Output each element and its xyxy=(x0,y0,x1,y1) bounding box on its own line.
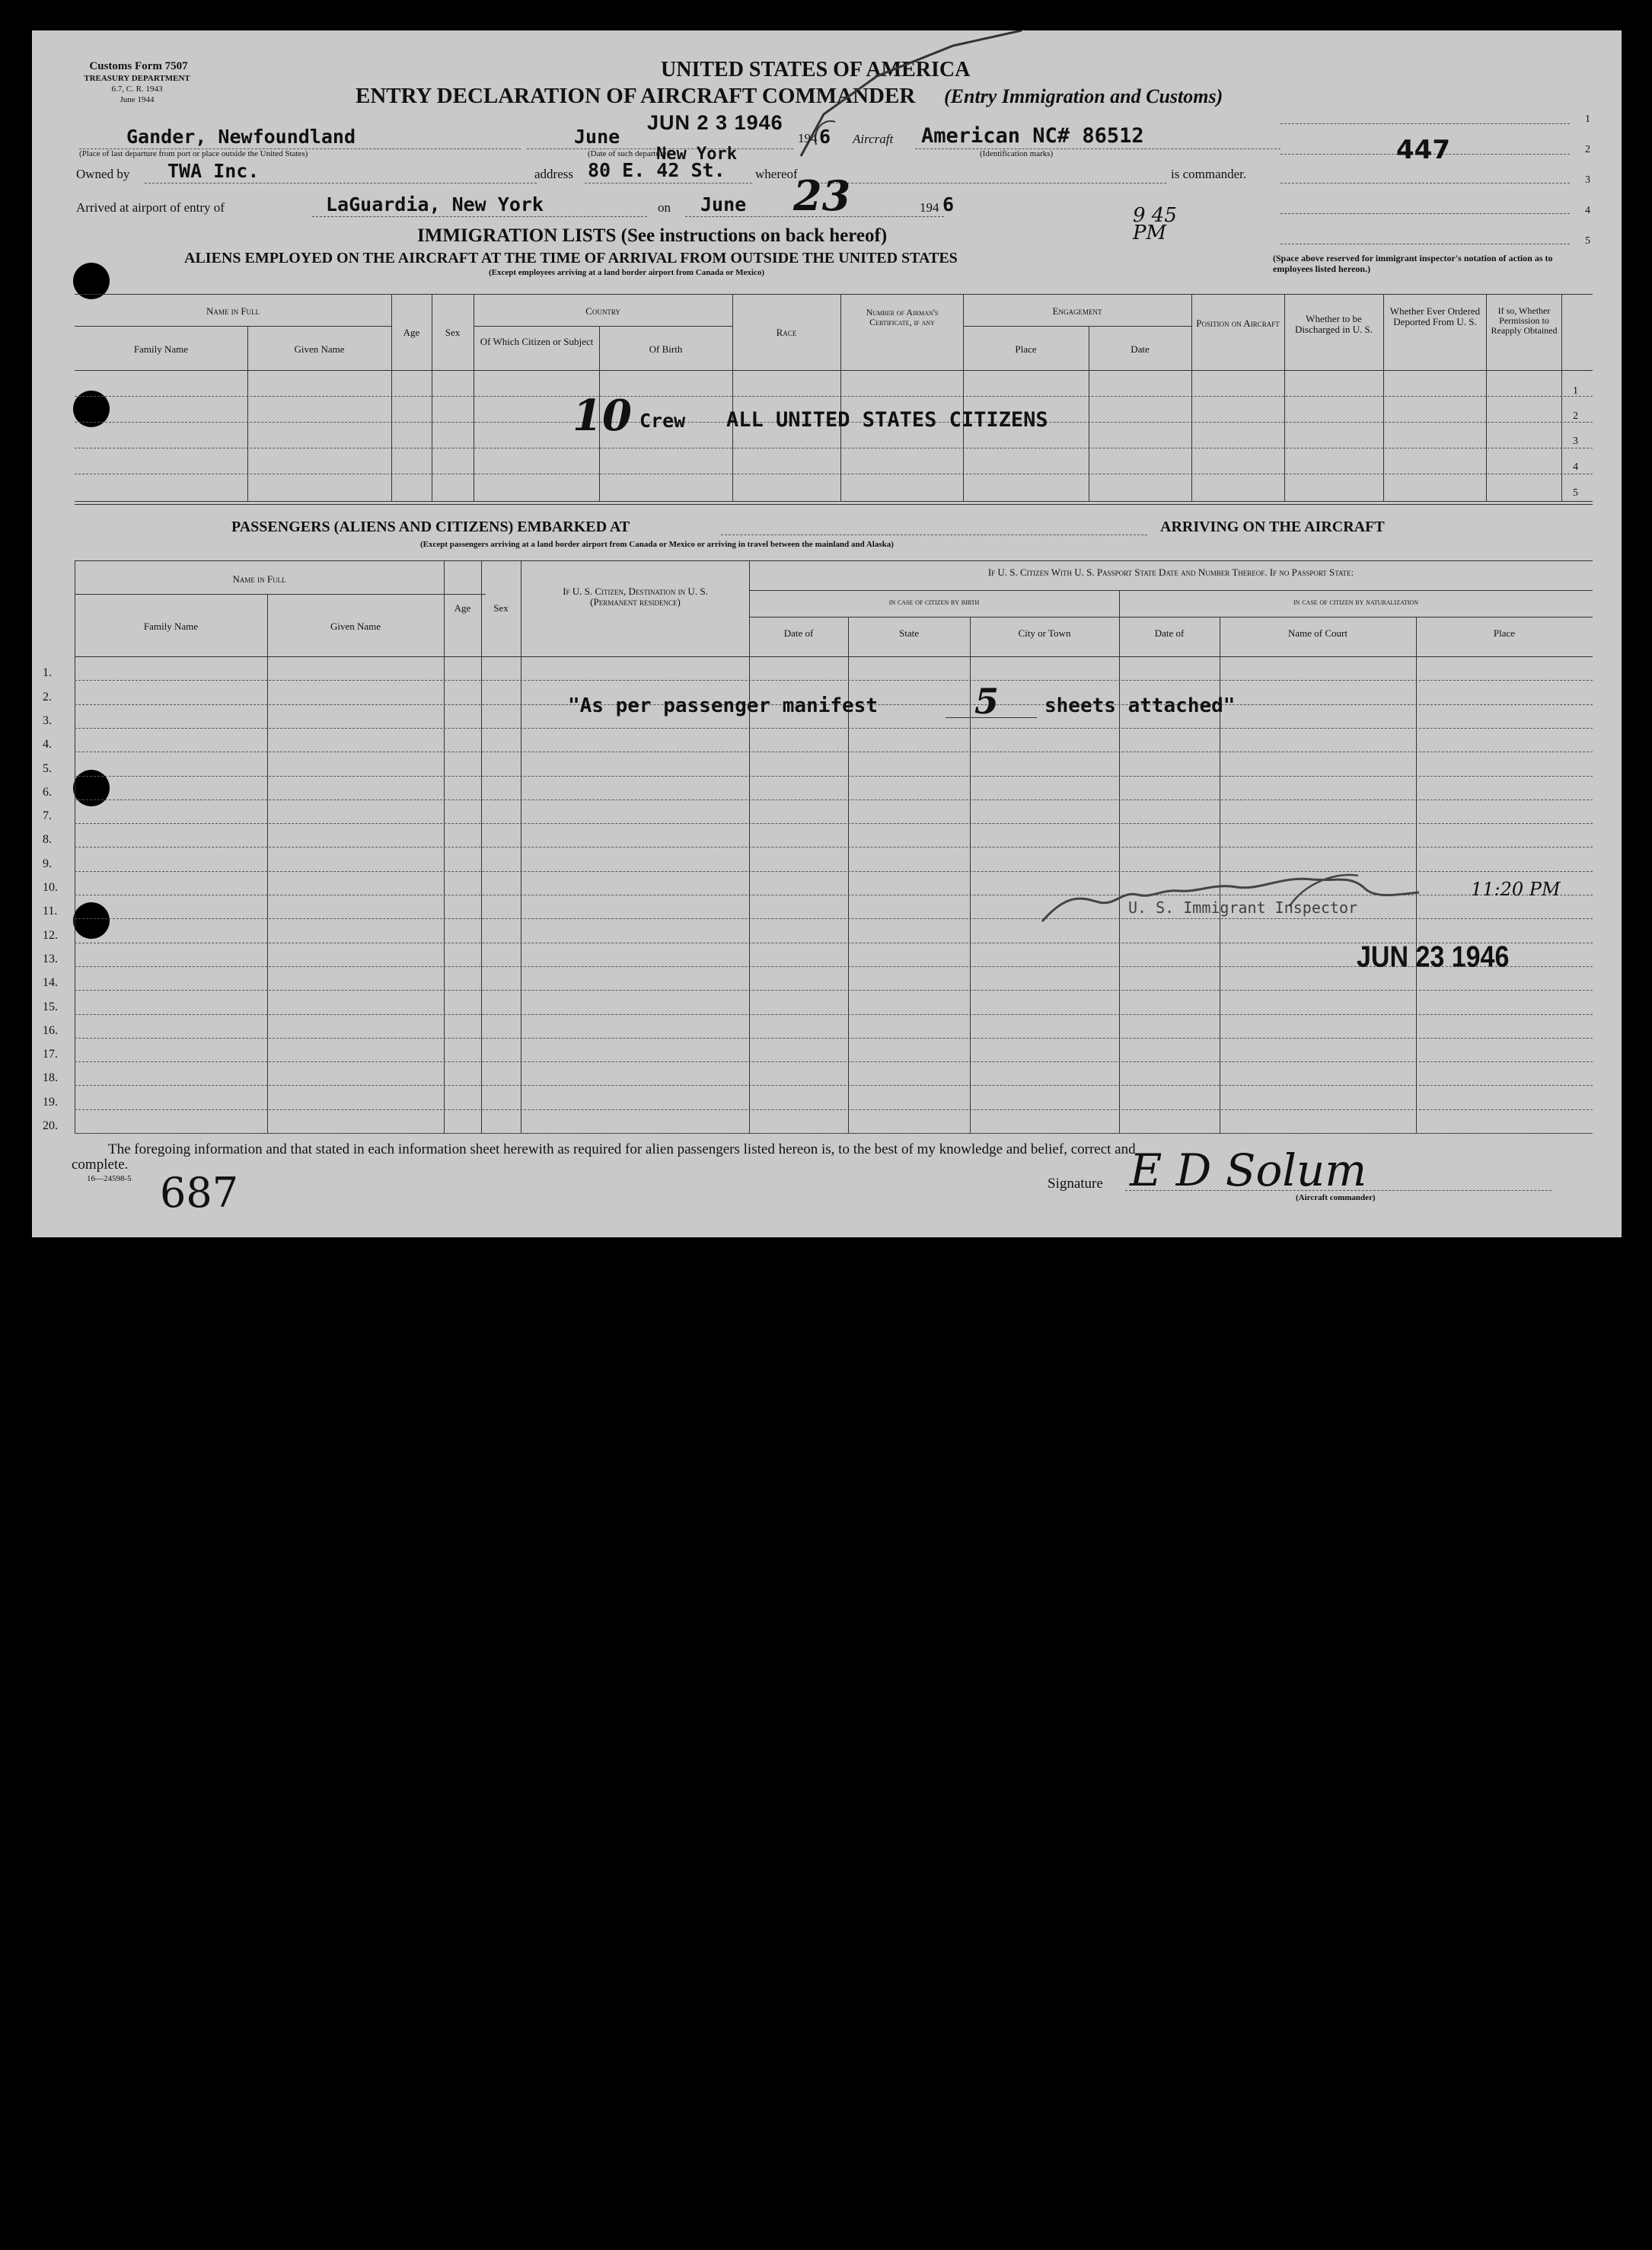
margin-line-number: 5 xyxy=(1585,235,1590,247)
crew-header-airman: Number of Airman's Certificate, if any xyxy=(866,307,939,328)
table-col xyxy=(840,294,841,501)
pax-header-destination: If U. S. Citizen, Destination in U. S. (Permanent residence) xyxy=(563,586,708,608)
crew-header-discharged: Whether to be Discharged in U. S. xyxy=(1295,313,1373,336)
pax-header-given: Given Name xyxy=(330,621,381,632)
manifest-count: 5 xyxy=(974,681,1000,722)
page-title: ENTRY DECLARATION OF AIRCRAFT COMMANDER xyxy=(356,84,916,108)
reserved-note: (Space above reserved for immigrant inspector's notation of action as to employees listed hereon.) xyxy=(1273,253,1553,275)
margin-note: 687 xyxy=(160,1169,239,1217)
departure-place-caption: (Place of last departure from port or place outside the United States) xyxy=(79,149,308,158)
immigration-subheading: ALIENS EMPLOYED ON THE AIRCRAFT AT THE TIME OF ARRIVAL FROM OUTSIDE THE UNITED STATES xyxy=(184,250,958,266)
pax-header-age: Age xyxy=(454,602,471,614)
table-rule xyxy=(75,594,486,595)
crew-header-birth: Of Birth xyxy=(649,343,683,355)
year-suffix: 6 xyxy=(819,126,831,148)
departure-date-caption: (Date of such departure) xyxy=(588,149,670,158)
form-id xyxy=(78,61,199,72)
passenger-row-number: 9. xyxy=(43,857,52,870)
passenger-row-number: 1. xyxy=(43,666,52,680)
margin-line-number: 3 xyxy=(1585,174,1590,186)
title-country: UNITED STATES OF AMERICA xyxy=(661,58,971,81)
crew-row-number: 5 xyxy=(1573,487,1578,499)
underline xyxy=(145,183,537,184)
passenger-row-rule xyxy=(75,799,1593,800)
inspector-number: 447 xyxy=(1396,135,1450,165)
address-city: New York xyxy=(656,145,737,164)
arrival-month: June xyxy=(700,193,747,215)
passenger-row-rule xyxy=(75,1109,1593,1110)
pax-header-nat-date: Date of xyxy=(1154,627,1185,639)
table-rule xyxy=(75,370,1593,371)
passenger-row-number: 7. xyxy=(43,809,52,823)
pax-header-passport: If U. S. Citizen With U. S. Passport State Date and Number Thereof. If no Passport State: xyxy=(987,566,1354,578)
whereof-label: whereof xyxy=(755,167,798,181)
table-col xyxy=(1561,294,1562,501)
aircraft-caption: (Identification marks) xyxy=(980,149,1054,158)
arrival-year-suffix: 6 xyxy=(942,193,955,215)
table-col xyxy=(963,294,964,501)
passenger-row-rule xyxy=(75,1014,1593,1015)
crew-header-race: Race xyxy=(776,327,797,338)
owned-by-label: Owned by xyxy=(76,167,130,181)
table-border xyxy=(75,560,1593,561)
declaration-text: The foregoing information and that stated in each information sheet herewith as required for alien passengers listed hereon is, to the best of my knowledge and belief, correct and xyxy=(108,1141,1136,1157)
arrival-year-prefix: 194 xyxy=(920,200,939,215)
passengers-heading: PASSENGERS (ALIENS AND CITIZENS) EMBARKED AT xyxy=(231,519,630,535)
crew-row-number: 2 xyxy=(1573,410,1578,422)
table-col xyxy=(1119,590,1120,1133)
passenger-row-number: 19. xyxy=(43,1095,58,1109)
passenger-row-number: 4. xyxy=(43,738,52,752)
table-border xyxy=(75,294,1593,295)
aircraft-id: American NC# 86512 xyxy=(921,124,1144,148)
form-id-line: June 1944 xyxy=(120,95,155,104)
crew-header-country: Country xyxy=(585,305,620,317)
underline xyxy=(585,183,752,184)
table-rule xyxy=(474,326,732,327)
passenger-row-rule xyxy=(75,680,1593,681)
passengers-note: (Except passengers arriving at a land border airport from Canada or Mexico or arriving in travel between the mainland and Alaska) xyxy=(420,540,894,549)
inspector-typed: U. S. Immigrant Inspector xyxy=(1128,898,1358,917)
form-id-line: Customs Form 7507 xyxy=(89,60,188,72)
table-col xyxy=(1284,294,1285,501)
crew-header-age: Age xyxy=(403,327,420,338)
passenger-row-number: 5. xyxy=(43,761,52,775)
passenger-row-rule xyxy=(75,728,1593,729)
margin-line xyxy=(1280,183,1570,184)
table-rule xyxy=(749,590,1593,591)
form-id-line: TREASURY DEPARTMENT xyxy=(84,74,190,83)
crew-header-sex: Sex xyxy=(445,327,461,338)
table-border xyxy=(75,504,1593,505)
declaration-text-2: complete. xyxy=(72,1157,129,1173)
table-rule xyxy=(963,326,1191,327)
underline xyxy=(946,717,1037,718)
form-id-line: 6.7, C. R. 1943 xyxy=(111,85,163,94)
crew-word: Crew xyxy=(639,410,686,432)
table-col xyxy=(1486,294,1487,501)
table-border xyxy=(75,501,1593,502)
margin-line-number: 1 xyxy=(1585,113,1590,125)
underline xyxy=(685,216,944,217)
crew-row-number: 1 xyxy=(1573,385,1578,397)
signature-caption: (Aircraft commander) xyxy=(1296,1193,1376,1202)
crew-count: 10 xyxy=(572,391,632,441)
pax-header-place: Place xyxy=(1493,627,1516,639)
crew-header-date: Date xyxy=(1131,343,1150,355)
crew-header-family: Family Name xyxy=(133,343,189,355)
year-prefix: 194 xyxy=(798,131,818,145)
on-label: on xyxy=(658,200,671,215)
pax-header-date-of: Date of xyxy=(783,627,814,639)
title-suffix: (Entry Immigration and Customs) xyxy=(944,85,1223,107)
arrival-time-note: 9 45 PM xyxy=(1133,204,1177,245)
pax-header-by-birth: in case of citizen by birth xyxy=(888,598,980,607)
underline xyxy=(813,183,1166,184)
underline xyxy=(915,148,1280,149)
pax-header-city: City or Town xyxy=(1018,627,1071,639)
table-col xyxy=(970,617,971,1133)
manifest-prefix: "As per passenger manifest xyxy=(568,694,878,717)
pax-header-name: Name in Full xyxy=(232,573,286,585)
passenger-row-rule xyxy=(75,776,1593,777)
entry-declaration-document xyxy=(32,30,1622,1237)
owned-by-value: TWA Inc. xyxy=(167,160,260,182)
table-col xyxy=(732,294,733,501)
crew-header-deported: Whether Ever Ordered Deported From U. S. xyxy=(1389,305,1481,328)
manifest-suffix: sheets attached" xyxy=(1044,694,1236,717)
table-rule xyxy=(75,656,1593,657)
crew-row-number: 3 xyxy=(1573,436,1578,447)
passengers-heading-suffix: ARRIVING ON THE AIRCRAFT xyxy=(1160,519,1385,535)
passenger-row-number: 12. xyxy=(43,928,58,942)
passenger-row-number: 17. xyxy=(43,1048,58,1061)
aircraft-label: Aircraft xyxy=(853,132,894,146)
immigration-note: (Except employees arriving at a land border airport from Canada or Mexico) xyxy=(489,268,765,277)
address-value: 80 E. 42 St. xyxy=(588,159,726,181)
signature-label: Signature xyxy=(1048,1176,1103,1192)
table-col xyxy=(1383,294,1384,501)
passenger-row-number: 3. xyxy=(43,713,52,727)
margin-line xyxy=(1280,123,1570,124)
arrival-day: 23 xyxy=(793,171,851,220)
crew-row-number: 4 xyxy=(1573,461,1578,473)
pax-header-court: Name of Court xyxy=(1288,627,1347,639)
passenger-row-number: 8. xyxy=(43,833,52,847)
pax-header-by-naturalization: in case of citizen by naturalization xyxy=(1293,598,1418,607)
underline xyxy=(312,216,647,217)
pax-header-sex: Sex xyxy=(493,602,509,614)
passenger-row-rule xyxy=(75,1061,1593,1062)
punch-hole xyxy=(73,902,110,939)
passenger-row-number: 18. xyxy=(43,1071,58,1085)
inspector-time: 11:20 PM xyxy=(1471,879,1561,900)
crew-header-place: Place xyxy=(1015,343,1037,355)
passenger-row-number: 16. xyxy=(43,1023,58,1037)
departure-month: June xyxy=(574,126,620,148)
table-rule xyxy=(75,326,391,327)
passenger-row-number: 15. xyxy=(43,1000,58,1013)
passenger-row-rule xyxy=(75,1133,1593,1134)
address-label: address xyxy=(534,167,573,181)
form-number: 16—24598-5 xyxy=(87,1174,132,1183)
passenger-row-rule xyxy=(75,1038,1593,1039)
arrival-label: Arrived at airport of entry of xyxy=(76,200,225,215)
signature-value: E D Solum xyxy=(1130,1144,1367,1196)
date-stamp: JUN 2 3 1946 xyxy=(647,111,783,134)
passenger-row-rule xyxy=(75,990,1593,991)
departure-place: Gander, Newfoundland xyxy=(126,126,356,148)
table-rule xyxy=(749,617,1593,618)
row-rule xyxy=(75,396,1593,397)
immigration-heading: IMMIGRATION LISTS (See instructions on back hereof) xyxy=(417,225,888,246)
passenger-row-number: 20. xyxy=(43,1119,58,1132)
passenger-row-number: 13. xyxy=(43,952,58,965)
passenger-row-rule xyxy=(75,1085,1593,1086)
passenger-row-number: 6. xyxy=(43,785,52,799)
margin-line-number: 2 xyxy=(1585,144,1590,155)
margin-line xyxy=(1280,213,1570,214)
passenger-row-number: 11. xyxy=(43,905,58,918)
inspector-stamp: JUN 23 1946 xyxy=(1357,940,1510,974)
crew-header-name: Name in Full xyxy=(206,305,260,317)
passenger-row-number: 2. xyxy=(43,690,52,704)
pax-header-state: State xyxy=(899,627,919,639)
crew-header-given: Given Name xyxy=(294,343,345,355)
passenger-row-number: 14. xyxy=(43,976,58,990)
crew-header-citizen: Of Which Citizen or Subject xyxy=(480,336,594,347)
passenger-row-rule xyxy=(75,823,1593,824)
passenger-row-number: 10. xyxy=(43,881,58,894)
commander-label: is commander. xyxy=(1171,167,1247,181)
table-col xyxy=(267,594,268,1133)
crew-header-reapply: If so, Whether Permission to Reapply Obtained xyxy=(1491,305,1558,337)
arrival-airport: LaGuardia, New York xyxy=(326,193,544,215)
crew-note: ALL UNITED STATES CITIZENS xyxy=(726,408,1048,432)
table-col xyxy=(391,294,392,501)
crew-header-engagement: Engagement xyxy=(1052,305,1102,317)
pax-header-family: Family Name xyxy=(143,621,199,632)
margin-line-number: 4 xyxy=(1585,205,1590,216)
table-col xyxy=(1191,294,1192,501)
crew-header-position: Position on Aircraft xyxy=(1196,318,1280,329)
